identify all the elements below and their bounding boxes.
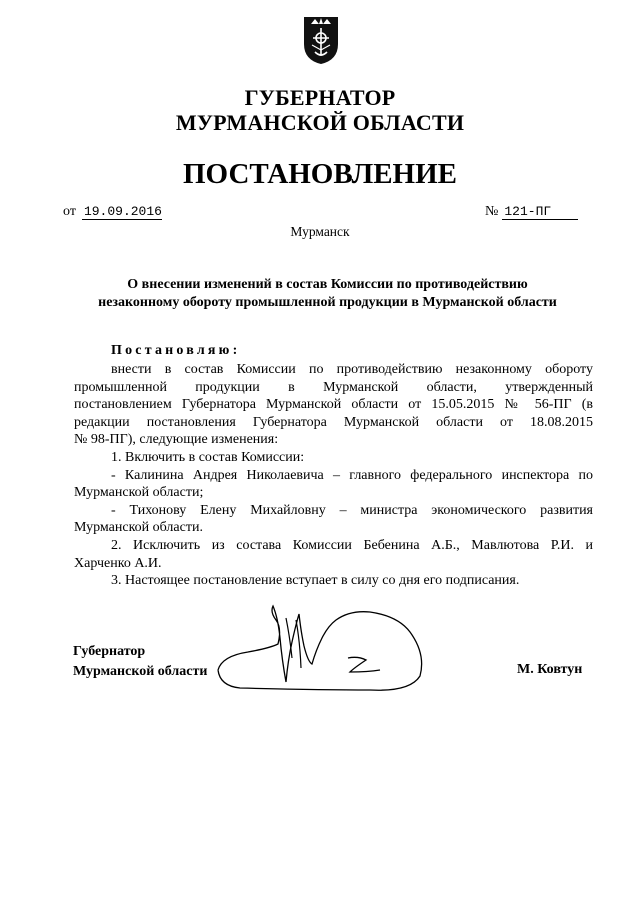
body-line: постановлением Губернатора Мурманской области от 15.05.2015 № 56-ПГ (в [74, 397, 593, 413]
signatory-title-line: Губернатор [73, 644, 146, 659]
document-body [74, 361, 593, 590]
signatory-title [73, 642, 207, 682]
handwritten-signature [200, 598, 450, 698]
signatory-name: М. Ковтун [517, 662, 583, 677]
number-value: 121-ПГ [502, 204, 578, 220]
issuer-title-line2: МУРМАНСКОЙ ОБЛАСТИ [175, 110, 465, 135]
signatory-title-line: Мурманской области [73, 664, 208, 679]
body-line: - Калинина Андрея Николаевича – главного федерального инспектора по [111, 467, 593, 483]
body-line: Харченко А.И. [74, 555, 162, 571]
body-line: промышленной продукции в Мурманской области, утвержденный [74, 379, 593, 395]
body-line: 1. Включить в состав Комиссии: [111, 449, 305, 465]
body-line: внести в состав Комиссии по противодействию незаконному обороту [111, 362, 593, 377]
body-line: Мурманской области. [74, 520, 203, 536]
body-line: 3. Настоящее постановление вступает в силу со дня его подписания. [111, 573, 520, 589]
subject-line: незаконному обороту промышленной продукции в Мурманской области [98, 295, 557, 310]
decree-word: Постановляю: [111, 343, 241, 358]
date-prefix: от [63, 204, 76, 219]
coat-of-arms-icon [301, 14, 341, 66]
subject-line: О внесении изменений в состав Комиссии по противодействию [127, 277, 528, 292]
number-field [485, 204, 578, 220]
body-line: Мурманской области; [74, 485, 204, 501]
body-line: - Тихонову Елену Михайловну – министра экономического развития [111, 502, 593, 518]
city: Мурманск [290, 224, 350, 239]
body-line: редакции постановления Губернатора Мурманской области от 18.08.2015 [74, 414, 593, 430]
date-value: 19.09.2016 [83, 204, 162, 219]
issuer-title-line1: ГУБЕРНАТОР [244, 85, 396, 110]
body-line: 2. Исключить из состава Комиссии Бебенина А.Б., Мавлютова Р.И. и [111, 537, 593, 553]
document-type: ПОСТАНОВЛЕНИЕ [182, 158, 457, 190]
number-prefix: № [485, 204, 499, 219]
date-field [63, 204, 162, 220]
document-subject [70, 276, 585, 312]
body-line: № 98-ПГ), следующие изменения: [74, 432, 279, 448]
